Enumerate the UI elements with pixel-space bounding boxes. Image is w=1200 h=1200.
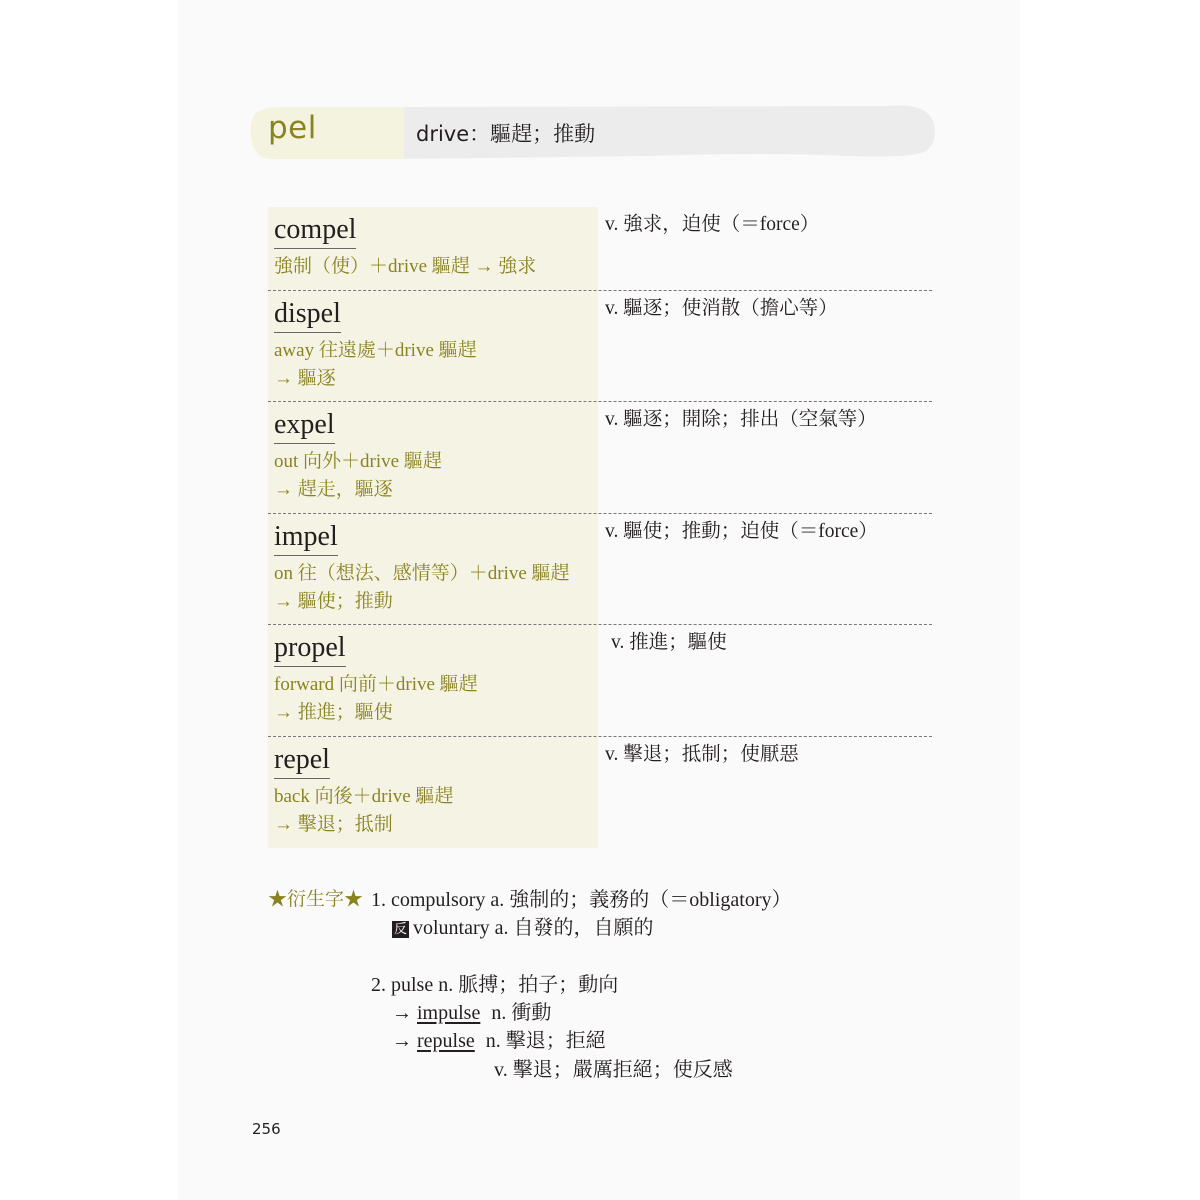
derived-word: impulse bbox=[417, 1002, 481, 1024]
definition: v. 擊退；抵制；使厭惡 bbox=[605, 744, 799, 765]
headword: compel bbox=[274, 212, 356, 249]
antonym-mark-icon: 反 bbox=[393, 922, 407, 937]
etymology-line: → 推進；驅使 bbox=[274, 702, 393, 723]
entry-etymology-panel bbox=[268, 402, 598, 513]
entry-propel bbox=[268, 625, 932, 737]
derived-definition-verb: v. 擊退；嚴厲拒絕；使反感 bbox=[494, 1059, 733, 1081]
derivative-item-2: 2. pulse n. 脈搏；拍子；動向 bbox=[371, 974, 619, 996]
headword: repel bbox=[274, 742, 330, 779]
derived-definition: n. 衝動 bbox=[491, 1002, 552, 1024]
etymology-line: back 向後＋drive 驅趕 bbox=[274, 786, 454, 807]
headword: dispel bbox=[274, 296, 341, 333]
root-banner bbox=[248, 104, 936, 162]
root-meaning: drive：驅趕；推動 bbox=[416, 122, 596, 146]
headword: propel bbox=[274, 630, 346, 667]
entry-expel bbox=[268, 402, 932, 514]
derived-definition: n. 擊退；拒絕 bbox=[485, 1030, 606, 1052]
etymology-line: → 驅逐 bbox=[274, 368, 336, 389]
antonym-line bbox=[392, 914, 654, 943]
arrow-icon: → bbox=[392, 1002, 412, 1024]
etymology-line: away 往遠處＋drive 驅趕 bbox=[274, 340, 477, 361]
entry-etymology-panel bbox=[268, 625, 598, 736]
etymology-line: 強制（使）＋drive 驅趕 → 強求 bbox=[274, 256, 537, 277]
antonym-text: voluntary a. 自發的，自願的 bbox=[413, 917, 654, 939]
entry-dispel bbox=[268, 291, 932, 402]
entry-etymology-panel bbox=[268, 207, 598, 290]
entry-etymology-panel bbox=[268, 737, 598, 848]
derivatives-label: ★衍生字★ bbox=[268, 889, 364, 910]
definition: v. 驅使；推動；迫使（＝force） bbox=[605, 521, 878, 542]
derivative-repulse bbox=[392, 1027, 606, 1056]
etymology-line: on 往（想法、感情等）＋drive 驅趕 bbox=[274, 563, 570, 584]
etymology-line: → 驅使；推動 bbox=[274, 591, 393, 612]
derivative-item-1: 1. compulsory a. 強制的；義務的（＝obligatory） bbox=[371, 889, 792, 911]
entry-etymology-panel bbox=[268, 291, 598, 401]
derivative-impulse bbox=[392, 999, 551, 1028]
definition: v. 驅逐；開除；排出（空氣等） bbox=[605, 409, 877, 430]
root-word: pel bbox=[268, 110, 317, 146]
headword: impel bbox=[274, 519, 338, 556]
etymology-line: → 擊退；抵制 bbox=[274, 814, 393, 835]
definition: v. 推進；驅使 bbox=[611, 632, 727, 653]
etymology-line: forward 向前＋drive 驅趕 bbox=[274, 674, 478, 695]
entry-repel bbox=[268, 737, 932, 848]
entry-impel bbox=[268, 514, 932, 625]
derived-word: repulse bbox=[417, 1030, 475, 1052]
definition: v. 強求，迫使（＝force） bbox=[605, 214, 820, 235]
page-number: 256 bbox=[252, 1120, 281, 1138]
entry-etymology-panel bbox=[268, 514, 598, 624]
word-table bbox=[268, 207, 932, 848]
arrow-icon: → bbox=[392, 1030, 412, 1052]
definition: v. 驅逐；使消散（擔心等） bbox=[605, 298, 838, 319]
entry-compel bbox=[268, 207, 932, 291]
headword: expel bbox=[274, 407, 335, 444]
etymology-line: → 趕走，驅逐 bbox=[274, 479, 393, 500]
etymology-line: out 向外＋drive 驅趕 bbox=[274, 451, 442, 472]
